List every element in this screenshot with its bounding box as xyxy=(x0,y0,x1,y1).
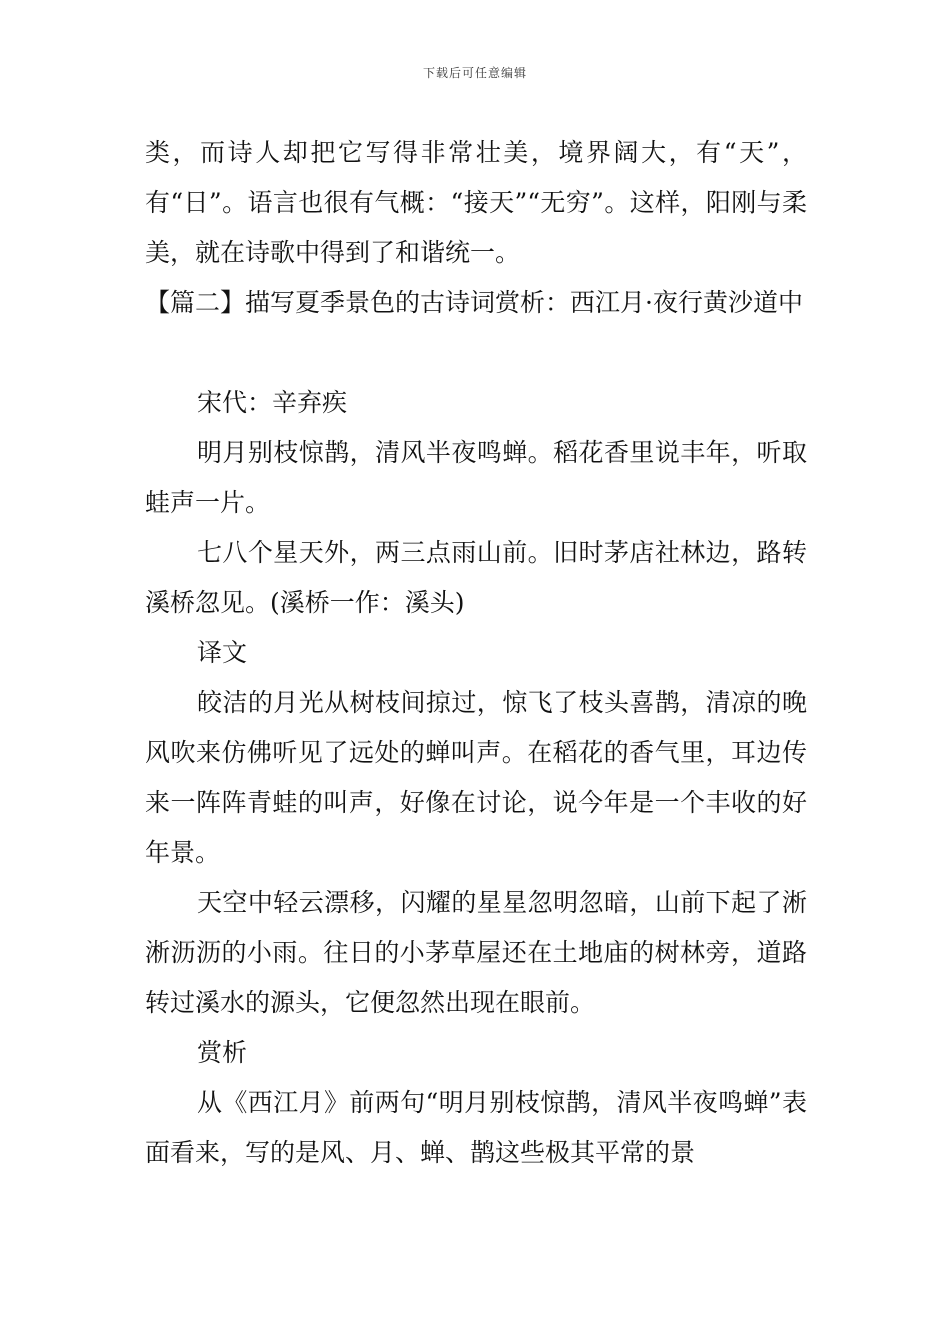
poem-author: 宋代：辛弃疾 xyxy=(197,388,348,417)
analysis-heading: 赏析 xyxy=(197,1038,248,1067)
document-body xyxy=(145,128,807,1178)
paragraph-continuation: 类，而诗人却把它写得非常壮美，境界阔大，有“天”，有“日”。语言也很有气概：“接天”“无穷”。这样，阳刚与柔美，就在诗歌中得到了和谐统一。 xyxy=(145,138,807,267)
section-title: 【篇二】描写夏季景色的古诗词赏析：西江月·夜行黄沙道中 xyxy=(145,288,803,317)
poem-stanza-2: 七八个星天外，两三点雨山前。旧时茅店社林边，路转溪桥忽见。(溪桥一作：溪头) xyxy=(145,538,807,617)
translation-paragraph-2: 天空中轻云漂移，闪耀的星星忽明忽暗，山前下起了淅淅沥沥的小雨。往日的小茅草屋还在土地庙的树林旁，道路转过溪水的源头，它便忽然出现在眼前。 xyxy=(145,888,807,1017)
translation-heading: 译文 xyxy=(197,638,248,667)
poem-stanza-1: 明月别枝惊鹊，清风半夜鸣蝉。稻花香里说丰年，听取蛙声一片。 xyxy=(145,438,807,517)
blank-line xyxy=(145,328,807,378)
page-header: 下载后可任意编辑 xyxy=(422,66,527,80)
analysis-paragraph-1: 从《西江月》前两句“明月别枝惊鹊，清风半夜鸣蝉”表面看来，写的是风、月、蝉、鹊这些极其平常的景 xyxy=(145,1088,807,1167)
translation-paragraph-1: 皎洁的月光从树枝间掠过，惊飞了枝头喜鹊，清凉的晚风吹来仿佛听见了远处的蝉叫声。在稻花的香气里，耳边传来一阵阵青蛙的叫声，好像在讨论，说今年是一个丰收的好年景。 xyxy=(145,688,807,867)
